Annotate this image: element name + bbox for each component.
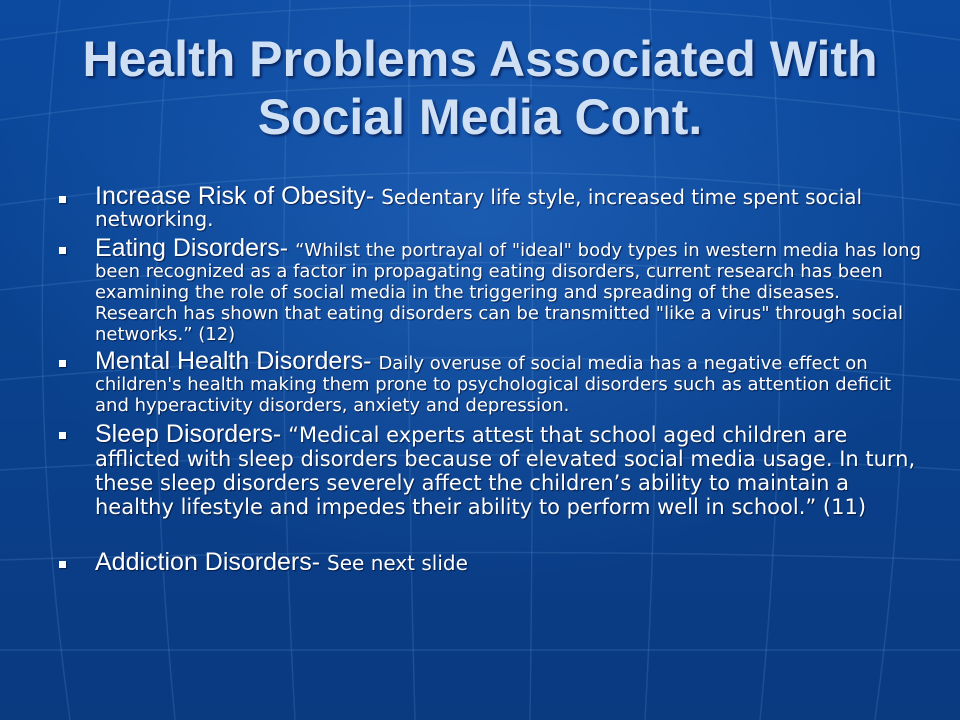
bullet-list [55, 182, 925, 576]
bullet-sleep-disorders [55, 422, 925, 519]
bullet-text: Daily overuse of social media has a negative effect on children's health making them prone to psychological disorders such as attention deficit and hyperactivity disorders, anxiety and depression. [95, 353, 892, 416]
bullet-heading: Sleep Disorders- [95, 420, 289, 448]
bullet-square-icon [59, 561, 66, 568]
slide-title-line-2: Social Media Cont. [257, 89, 703, 145]
bullet-text: “Medical experts attest that school aged children are afflicted with sleep disorders because of elevated social media usage. In turn, these sleep disorders severely affect the children’s ability to maintain a healthy lifestyle and impedes their ability to perform well in school.” (11) [95, 423, 916, 519]
bullet-eating-disorders [55, 234, 925, 345]
bullet-square-icon [59, 432, 66, 439]
bullet-text: See next slide [327, 551, 468, 575]
slide-title-line-1: Health Problems Associated With [82, 31, 878, 87]
bullet-addiction [55, 549, 925, 576]
bullet-obesity [55, 182, 925, 231]
bullet-text: Sedentary life style, increased time spent social networking. [95, 185, 863, 231]
bullet-text: “Whilst the portrayal of "ideal" body types in western media has long been recognized as a factor in propagating eating disorders, current research has been examining the role of social media in the triggering and spreading of the diseases. Research has shown that eating disorders can be transmitted "like a virus" through social networks.” (12) [95, 240, 922, 345]
bullet-square-icon [59, 247, 66, 254]
bullet-square-icon [59, 196, 66, 203]
bullet-heading: Increase Risk of Obesity- [95, 182, 382, 210]
bullet-heading: Eating Disorders- [95, 234, 296, 262]
bullet-heading: Mental Health Disorders- [95, 347, 379, 375]
bullet-square-icon [59, 360, 66, 367]
slide-title [40, 30, 920, 146]
bullet-mental-health [55, 347, 925, 416]
bullet-heading: Addiction Disorders- [95, 548, 328, 576]
